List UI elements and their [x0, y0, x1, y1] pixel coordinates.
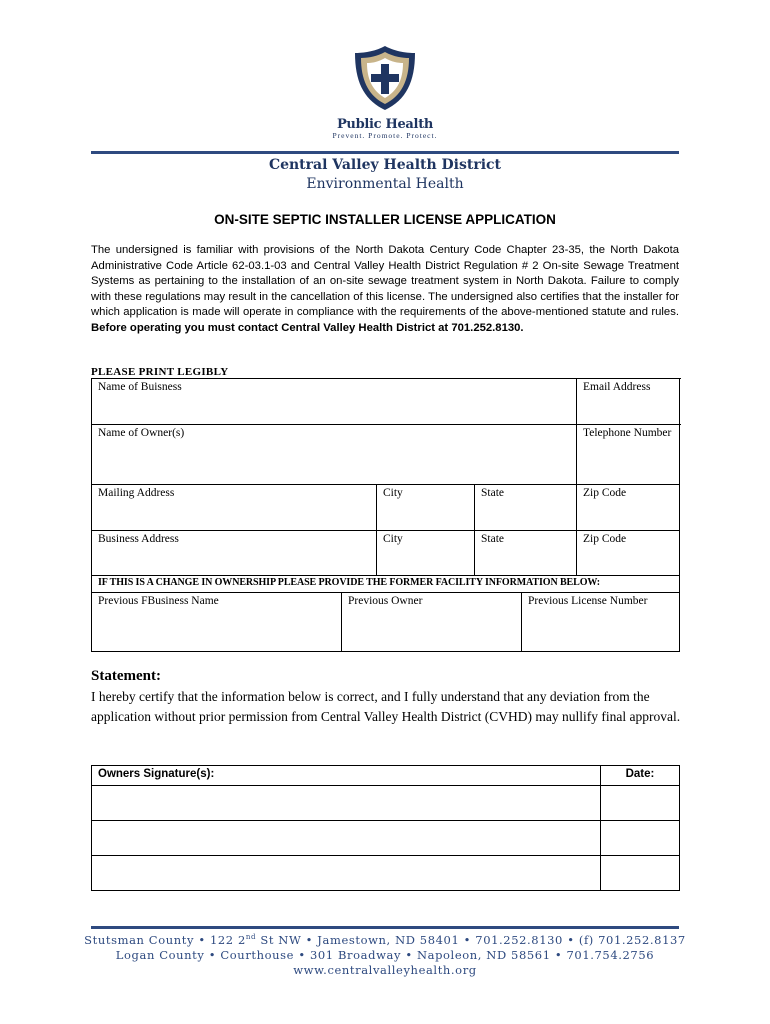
signature-table	[91, 765, 680, 891]
footer-stutsman-address	[60, 933, 710, 947]
business-city-label: City	[383, 533, 403, 545]
business-name-label: Name of Buisness	[98, 381, 182, 393]
mailing-address-label: Mailing Address	[98, 487, 175, 499]
department-name: Environmental Health	[306, 176, 464, 192]
mailing-address-field[interactable]	[92, 485, 377, 531]
mailing-state-field[interactable]	[475, 485, 577, 531]
document-title: ON-SITE SEPTIC INSTALLER LICENSE APPLICATION	[214, 212, 556, 227]
previous-license-label: Previous License Number	[528, 595, 648, 607]
business-city-field[interactable]	[377, 531, 475, 576]
previous-business-label: Previous FBusiness Name	[98, 595, 219, 607]
print-legibly-label: PLEASE PRINT LEGIBLY	[91, 366, 229, 378]
business-zip-label: Zip Code	[583, 533, 627, 545]
date-field-2[interactable]	[601, 821, 680, 856]
intro-paragraph	[91, 243, 679, 337]
mailing-zip-label: Zip Code	[583, 487, 627, 499]
mailing-city-label: City	[383, 487, 403, 499]
public-health-shield-logo	[352, 44, 418, 112]
business-state-field[interactable]	[475, 531, 577, 576]
footer-line1-b: St NW • Jamestown, ND 58401 • 701.252.8130 • (f) 701.252.8137	[256, 933, 686, 947]
signature-field-3[interactable]	[92, 856, 601, 891]
email-field[interactable]	[577, 379, 680, 425]
mailing-city-field[interactable]	[377, 485, 475, 531]
business-state-label: State	[481, 533, 504, 545]
header-divider	[91, 151, 679, 154]
owners-signature-header: Owners Signature(s):	[92, 766, 601, 786]
previous-license-field[interactable]	[522, 593, 680, 652]
statement-text: I hereby certify that the information below is correct, and I fully understand that any deviation from the application without prior permission from Central Valley Health District (CVHD) may nullify final approval.	[91, 689, 681, 724]
logo-tagline: Prevent. Promote. Protect.	[332, 131, 438, 140]
email-label: Email Address	[583, 381, 651, 393]
intro-text: The undersigned is familiar with provisions of the North Dakota Century Code Chapter 23-35, the North Dakota Administrative Code Article 62-03.1-03 and Central Valley Health District Regulation # 2 On-site Sewage Treatment Systems as pertaining to the installation of an on-site sewage treatment system in North Dakota. Failure to comply with these regulations may result in the cancellation of this license. The undersigned also certifies that the installer for which application is made will operate in compliance with the requirements of the above-mentioned statute and rules.	[91, 244, 679, 319]
footer-website-link[interactable]: www.centralvalleyhealth.org	[293, 963, 477, 977]
footer-divider	[91, 926, 679, 929]
previous-owner-label: Previous Owner	[348, 595, 423, 607]
business-address-label: Business Address	[98, 533, 179, 545]
date-field-3[interactable]	[601, 856, 680, 891]
footer-line1-sup: nd	[245, 933, 257, 942]
telephone-label: Telephone Number	[583, 427, 672, 439]
previous-business-field[interactable]	[92, 593, 342, 652]
intro-contact-notice: Before operating you must contact Central Valley Health District at 701.252.8130.	[91, 321, 524, 334]
mailing-state-label: State	[481, 487, 504, 499]
statement-heading: Statement:	[91, 668, 161, 684]
ownership-change-notice: IF THIS IS A CHANGE IN OWNERSHIP PLEASE PROVIDE THE FORMER FACILITY INFORMATION BELOW:	[92, 576, 680, 593]
footer-line1-a: Stutsman County • 122 2	[84, 933, 246, 947]
district-name: Central Valley Health District	[268, 157, 502, 173]
signature-field-2[interactable]	[92, 821, 601, 856]
mailing-zip-field[interactable]	[577, 485, 680, 531]
signature-field-1[interactable]	[92, 786, 601, 821]
logo-wordmark: Public Health	[336, 117, 434, 132]
business-zip-field[interactable]	[577, 531, 680, 576]
previous-owner-field[interactable]	[342, 593, 522, 652]
business-name-field[interactable]	[92, 379, 577, 425]
previous-owner-table	[91, 575, 680, 652]
telephone-field[interactable]	[577, 425, 680, 485]
business-address-field[interactable]	[92, 531, 377, 576]
owner-name-field[interactable]	[92, 425, 577, 485]
footer-logan-address: Logan County • Courthouse • 301 Broadway • Napoleon, ND 58561 • 701.754.2756	[115, 948, 655, 962]
applicant-info-table	[91, 378, 680, 576]
owner-name-label: Name of Owner(s)	[98, 427, 185, 439]
date-field-1[interactable]	[601, 786, 680, 821]
date-header: Date:	[601, 766, 680, 786]
